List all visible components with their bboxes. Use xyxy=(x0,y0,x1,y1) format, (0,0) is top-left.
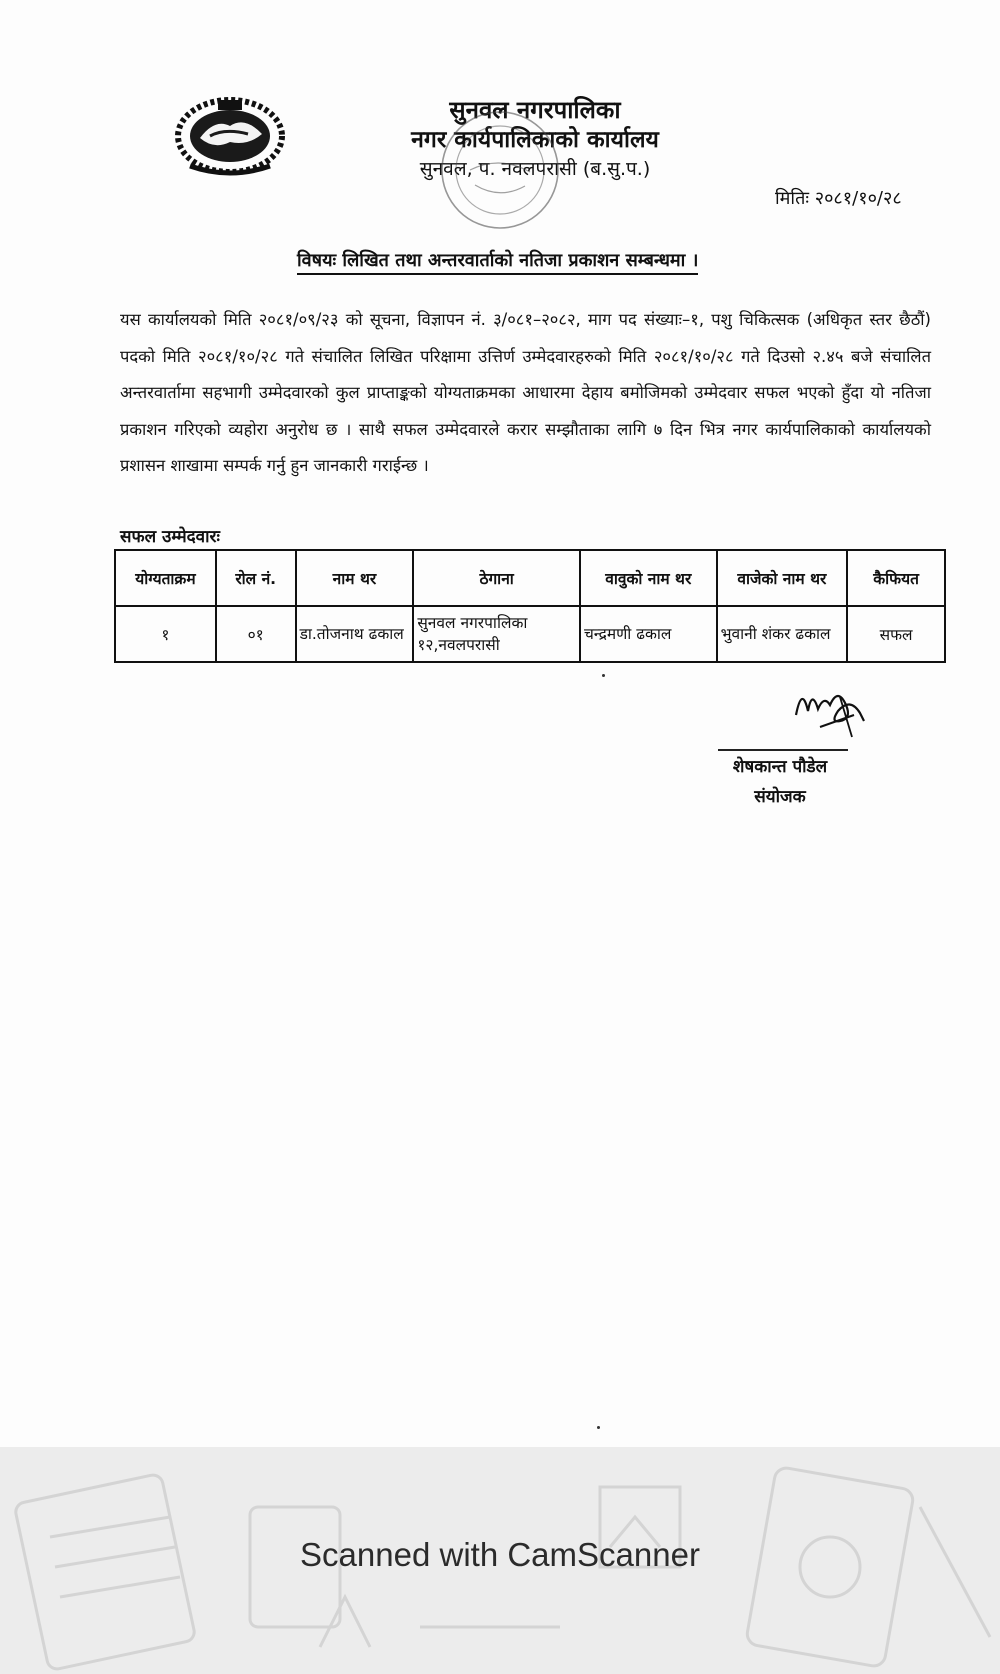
cell-full-name: डा.तोजनाथ ढकाल xyxy=(296,606,414,662)
camscanner-watermark: Scanned with CamScanner xyxy=(300,1536,700,1573)
letter-subject: विषयः लिखित तथा अन्तरवार्ताको नतिजा प्रकाशन सम्बन्धमा । xyxy=(297,248,698,275)
scan-speck xyxy=(597,1426,600,1429)
signatory-title: संयोजक xyxy=(754,787,806,807)
letter-date: मितिः २०८१/१०/२८ xyxy=(775,188,902,209)
cell-roll-number: ०१ xyxy=(216,606,296,662)
header-father-name: वावुको नाम थर xyxy=(580,550,717,606)
header-merit-rank: योग्यताक्रम xyxy=(115,550,216,606)
scan-speck xyxy=(602,674,605,677)
cell-grandfather-name: भुवानी शंकर ढकाल xyxy=(717,606,848,662)
header-full-name: नाम थर xyxy=(296,550,414,606)
header-roll-number: रोल नं. xyxy=(216,550,296,606)
table-row xyxy=(115,606,945,662)
signatory-name: शेषकान्त पौडेल xyxy=(732,757,828,777)
header-remarks: कैफियत xyxy=(847,550,945,606)
table-header-row xyxy=(115,550,945,606)
office-name: नगर कार्यपालिकाको कार्यालय xyxy=(411,127,659,153)
office-address: सुनवल, प. नवलपरासी (ब.सु.प.) xyxy=(419,158,651,180)
office-stamp-seal xyxy=(430,100,570,240)
header-address: ठेगाना xyxy=(413,550,580,606)
signatory-block xyxy=(700,752,860,812)
signature-line xyxy=(718,749,848,751)
cell-remarks: सफल xyxy=(847,606,945,662)
nepal-emblem-logo xyxy=(170,88,290,178)
municipality-name: सुनवल नगरपालिका xyxy=(449,96,621,124)
header-grandfather-name: वाजेको नाम थर xyxy=(717,550,848,606)
notice-body-paragraph: यस कार्यालयको मिति २०८१/०९/२३ को सूचना, विज्ञापन नं. ३/०८१–२०८२, माग पद संख्याः–१, पशु चिकित्सक (अधिकृत स्तर छैठौं) पदको मिति २०८१/१०/२८ गते संचालित लिखित परिक्षामा उत्तिर्ण उम्मेदवारहरुको मिति २०८१/१०/२८ गते दिउसो २.४५ बजे संचालित अन्तरवार्तामा सहभागी उम्मेदवारको कुल प्राप्ताङ्कको योग्यताक्रमका आधारमा देहाय बमोजिमको उम्मेदवार सफल भएको हुँदा यो नतिजा प्रकाशन गरिएको व्यहोरा अनुरोध छ । साथै सफल उम्मेदवारले करार सम्झौताका लागि ७ दिन भित्र नगर कार्यपालिकाको कार्यालयको प्रशासन शाखामा सम्पर्क गर्नु हुन जानकारी गराईन्छ । xyxy=(120,310,931,475)
cell-address: सुनवल नगरपालिका १२,नवलपरासी xyxy=(413,606,580,662)
cell-father-name: चन्द्रमणी ढकाल xyxy=(580,606,717,662)
results-table xyxy=(114,549,946,663)
handwritten-signature xyxy=(790,675,870,745)
successful-candidates-heading: सफल उम्मेदवारः xyxy=(120,527,220,547)
cell-merit-rank: १ xyxy=(115,606,216,662)
